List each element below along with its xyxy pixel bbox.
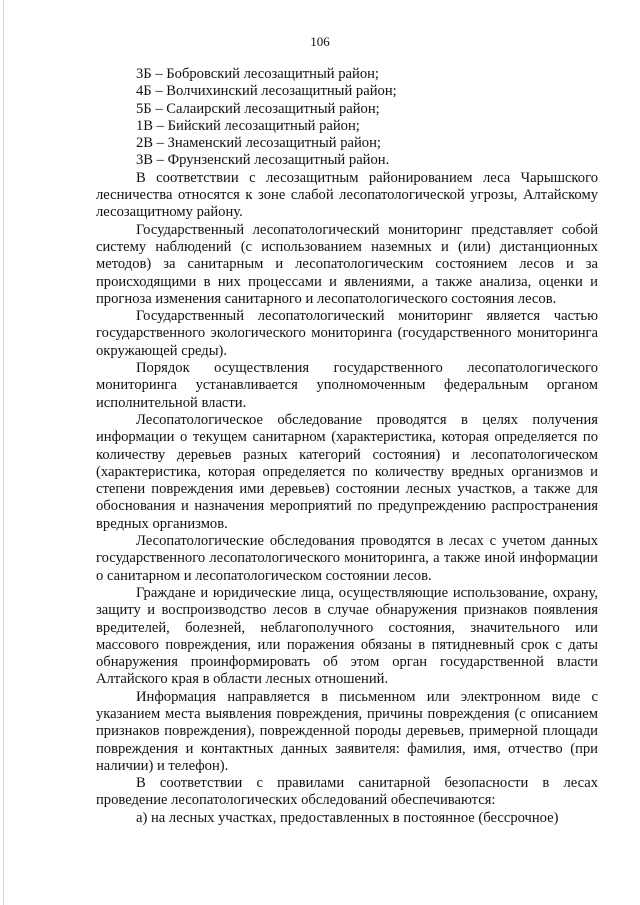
paragraph: В соответствии с правилами санитарной безопасности в лесах проведение лесопатологических обследований обеспечиваются: [96, 775, 598, 809]
paragraph: Порядок осуществления государственного лесопатологического мониторинга устанавливается уполномоченным федеральным органом исполнительной власти. [96, 360, 598, 411]
list-item: 2В – Знаменский лесозащитный район; [136, 135, 381, 152]
paragraph: Граждане и юридические лица, осуществляющие использование, охрану, защиту и воспроизводство лесов в случае обнаружения признаков появления вредителей, болезней, неблагополучного состояния, значительного или массового повреждения, или поражения обязаны в пятидневный срок с даты обнаружения проинформировать об этом орган государственной власти Алтайского края в области лесных отношений. [96, 584, 598, 688]
paragraph: а) на лесных участках, предоставленных в постоянное (бессрочное) [136, 809, 559, 826]
paragraph: Лесопатологическое обследование проводятся в целях получения информации о текущем санитарном (характеристика, которая определяется по количеству деревьев разных категорий состояния) и лесопатологическом (характеристика, которая определяется по количеству вредных организмов и степени повреждения ими деревьев) состоянии лесных участков, а также для обоснования и назначения мероприятий по предупреждению распространения вредных организмов. [96, 411, 598, 532]
paragraph: В соответствии с лесозащитным районированием леса Чарышского лесничества относятся к зоне слабой лесопатологической угрозы, Алтайскому лесозащитному району. [96, 169, 598, 221]
page-number: 106 [310, 34, 330, 49]
paragraph: Лесопатологические обследования проводятся в лесах с учетом данных государственного лесопатологического мониторинга, а также иной информации о санитарном и лесопатологическом состоянии лесов. [96, 533, 598, 584]
list-item: 4Б – Волчихинский лесозащитный район; [136, 83, 397, 100]
page-content [96, 66, 598, 827]
list-item: 5Б – Салаирский лесозащитный район; [136, 100, 380, 117]
list-item: 3Б – Бобровский лесозащитный район; [136, 66, 379, 82]
scan-edge-line [3, 0, 4, 905]
district-list [96, 66, 598, 170]
paragraph: Государственный лесопатологический мониторинг является частью государственного экологического мониторинга (государственного мониторинга окружающей среды). [96, 308, 598, 359]
paragraph: Государственный лесопатологический мониторинг представляет собой систему наблюдений (с использованием наземных и (или) дистанционных методов) за санитарным и лесопатологическим состоянием лесов и за происходящими в них процессами и явлениями, а также анализа, оценки и прогноза изменения санитарного и лесопатологического состояния лесов. [96, 221, 598, 307]
list-item: 1В – Бийский лесозащитный район; [136, 117, 360, 134]
paragraph: Информация направляется в письменном или электронном виде с указанием места выявления повреждения, причины повреждения (с описанием признаков повреждения), поврежденной породы деревьев, примерной площади повреждения и контактных данных заявителя: фамилия, имя, отчество (при наличии) и телефон). [96, 688, 598, 774]
list-item: 3В – Фрунзенский лесозащитный район. [136, 152, 390, 169]
